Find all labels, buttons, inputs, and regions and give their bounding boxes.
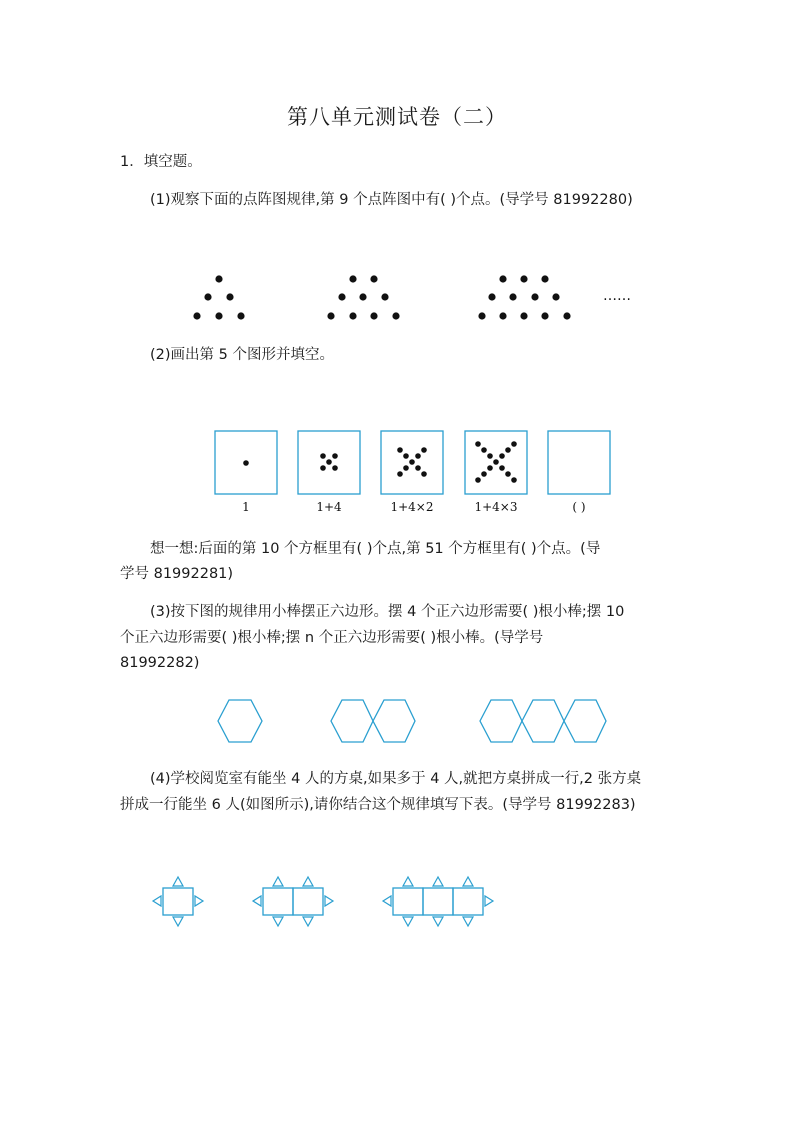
box-2-caption: 1+4 <box>316 500 342 514</box>
part-2-think-line-1: 想一想:后面的第 10 个方框里有( )个点,第 51 个方框里有( )个点。(导 <box>150 541 601 557</box>
question-1-heading: 1．填空题。 <box>120 154 202 170</box>
box-3 <box>381 431 443 494</box>
box-3-caption: 1+4×2 <box>390 500 434 514</box>
part-4-line-1: (4)学校阅览室有能坐 4 人的方桌,如果多于 4 人,就把方桌拼成一行,2 张方桌 <box>150 771 642 787</box>
hexagon-group-2 <box>331 700 415 742</box>
part-3-line-1: (3)按下图的规律用小棒摆正六边形。摆 4 个正六边形需要( )根小棒;摆 10 <box>150 604 625 620</box>
part-4-line-2: 拼成一行能坐 6 人(如图所示),请你结合这个规律填写下表。(导学号 81992283) <box>120 797 636 813</box>
box-4-caption: 1+4×3 <box>474 500 518 514</box>
box-1-caption: 1 <box>242 500 250 514</box>
table-arrangement-3 <box>383 877 493 926</box>
dot-pattern-3 <box>478 275 570 319</box>
part-3-line-2: 个正六边形需要( )根小棒;摆 n 个正六边形需要( )根小棒。(导学号 <box>120 630 544 646</box>
box-5-caption: ( ) <box>572 500 586 514</box>
part-2-text: (2)画出第 5 个图形并填空。 <box>150 347 334 363</box>
part-2-think-line-2: 学号 81992281) <box>120 566 234 582</box>
box-4 <box>465 431 527 494</box>
hexagon-group-1 <box>218 700 262 742</box>
table-arrangement-1 <box>153 877 203 926</box>
table-arrangement-2 <box>253 877 333 926</box>
part-3-line-3: 81992282) <box>120 655 200 671</box>
box-5-empty <box>548 431 610 494</box>
dot-pattern-2 <box>327 275 399 319</box>
box-1 <box>215 431 277 494</box>
part-1-text: (1)观察下面的点阵图规律,第 9 个点阵图中有( )个点。(导学号 81992280) <box>150 192 633 208</box>
hexagon-group-3 <box>480 700 606 742</box>
dot-pattern-1 <box>193 275 244 319</box>
ellipsis: …… <box>603 288 631 304</box>
box-2 <box>298 431 360 494</box>
page-title: 第八单元测试卷（二） <box>287 105 507 129</box>
